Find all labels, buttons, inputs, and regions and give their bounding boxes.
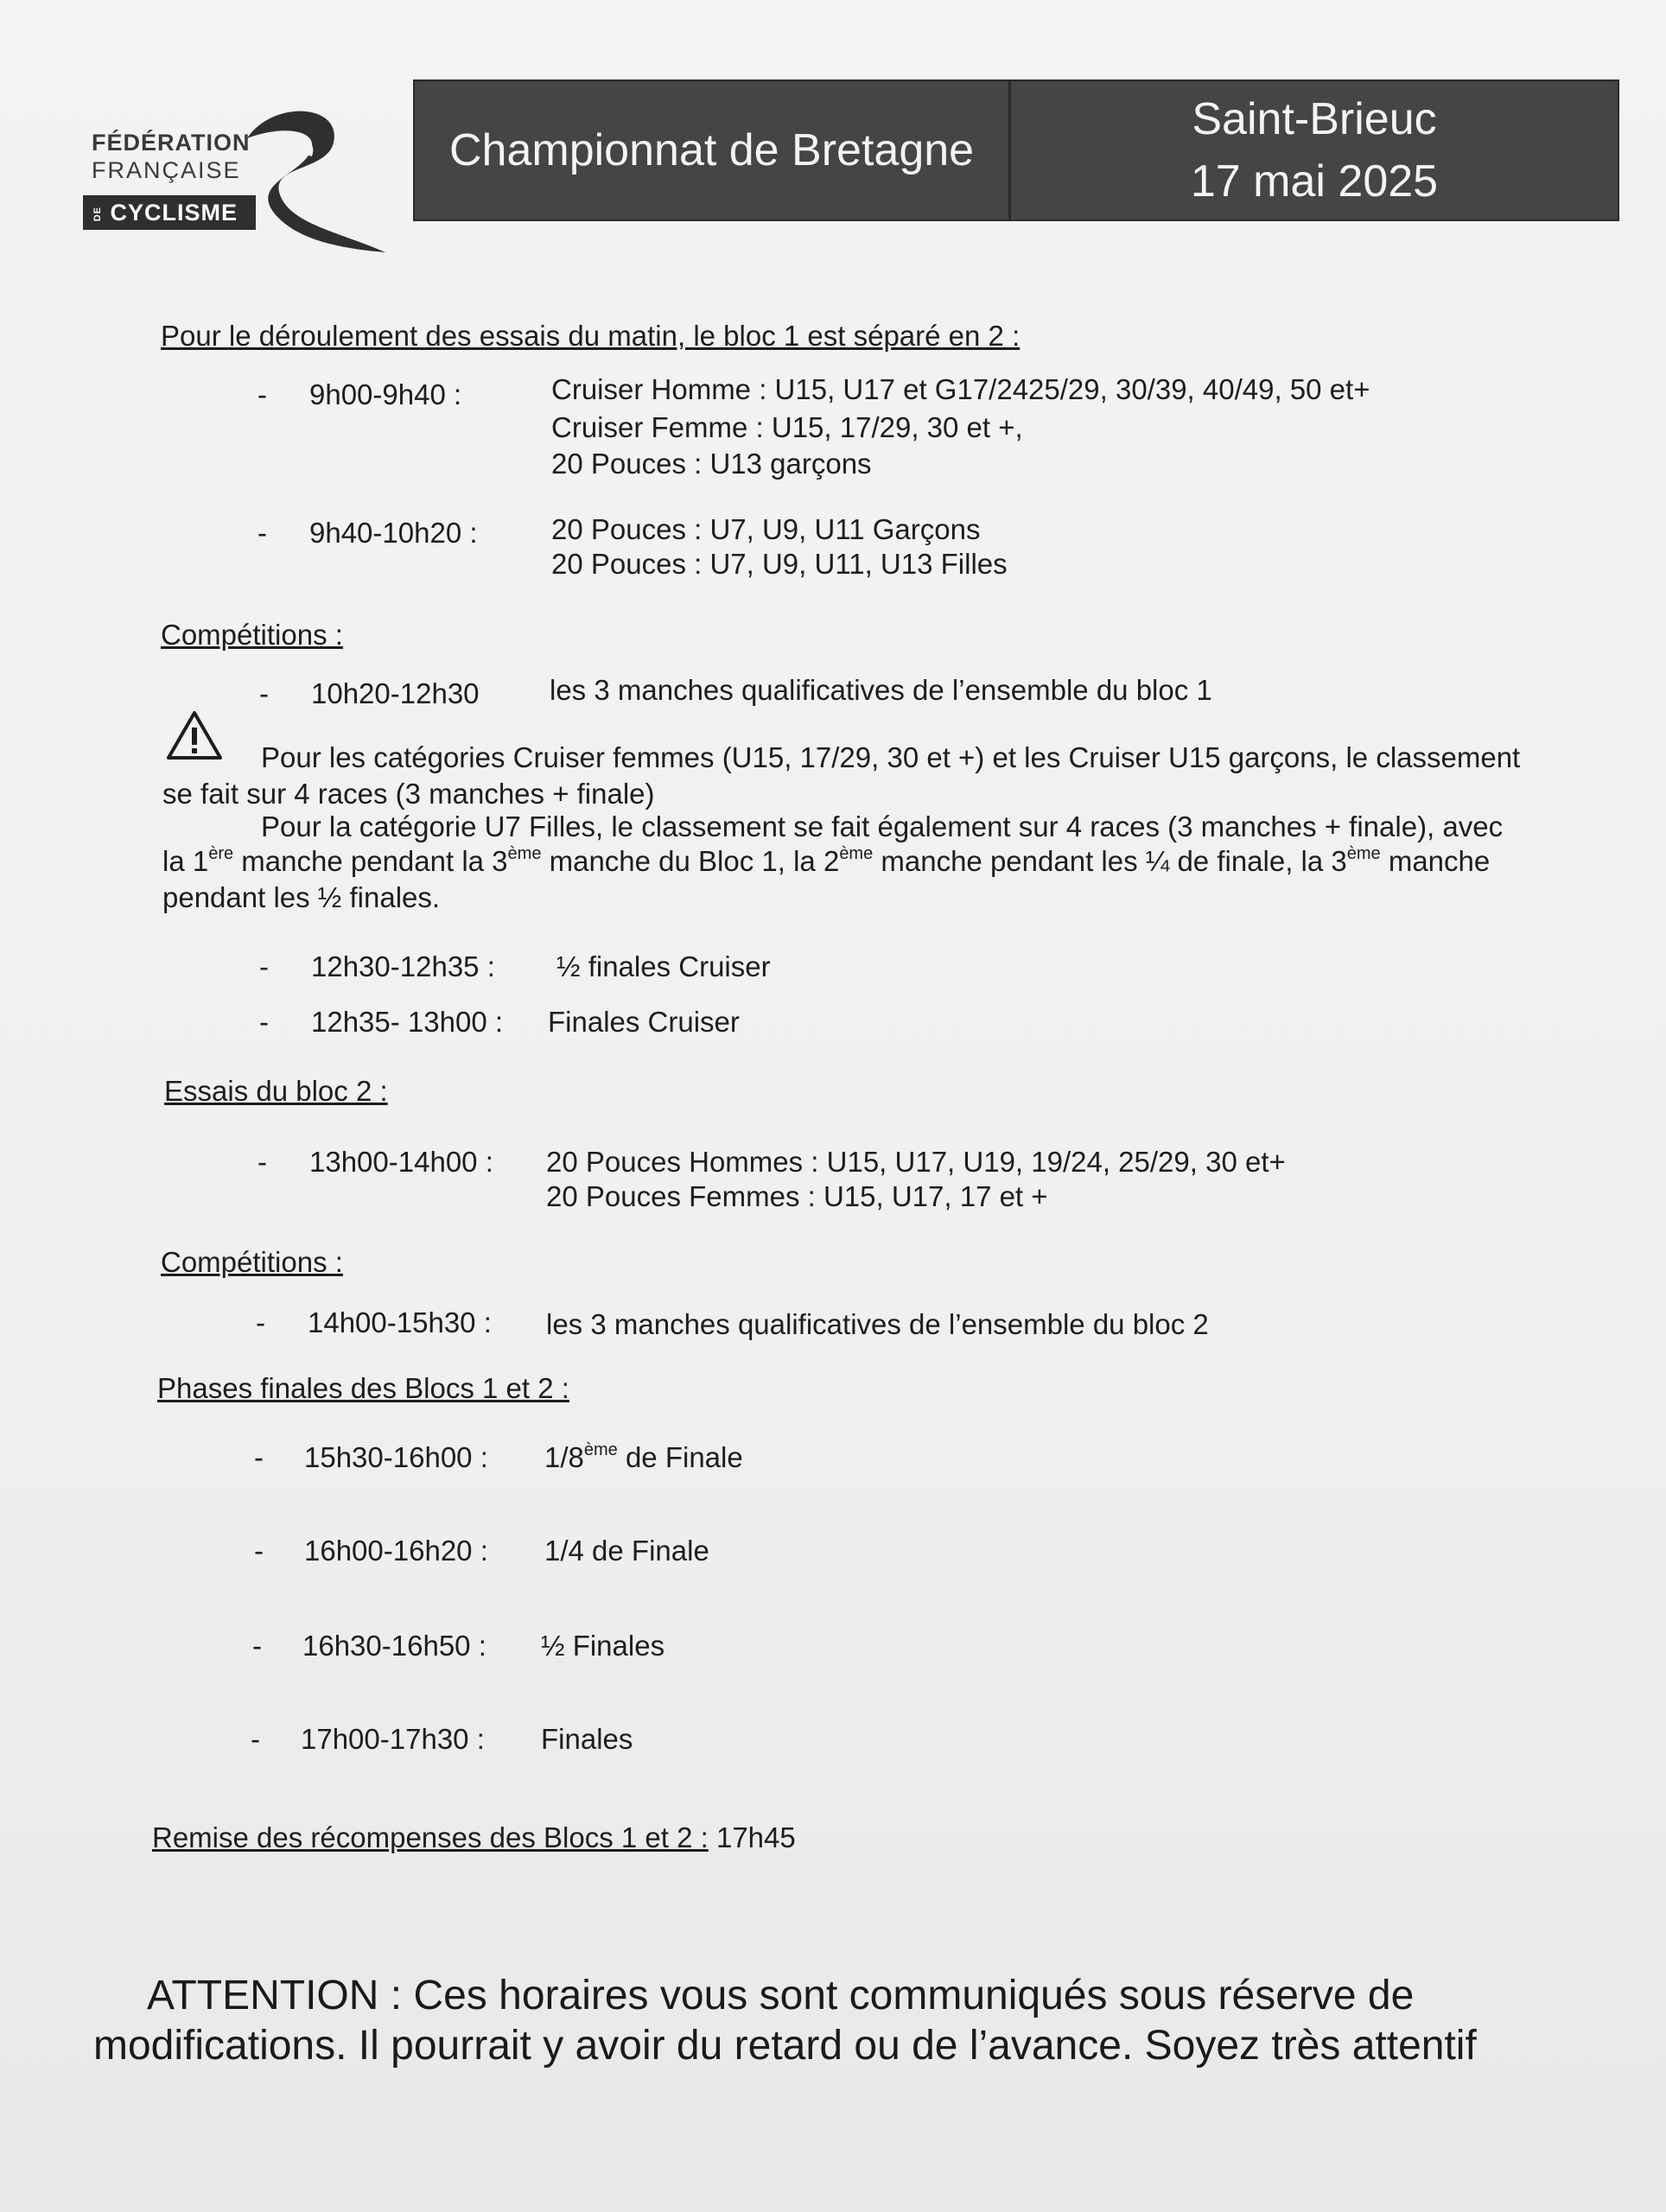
logo-prefix: DE [92,207,103,222]
competitions-time-1: 10h20-12h30 [311,677,480,709]
ffc-logo [83,104,394,259]
morning-line-2: Cruiser Femme : U15, 17/29, 30 et +, [551,411,1023,443]
warning-text-part: manche pendant la 3 [233,845,508,877]
warning-p2-line1: Pour la catégorie U7 Filles, le classement se fait également sur 4 races (3 manches + finale), avec [261,810,1504,842]
cruiser-time-1: 12h30-12h35 : [311,950,495,982]
morning-time-2: 9h40-10h20 : [309,517,478,549]
list-dash: - [254,1535,264,1567]
header-date: 17 mai 2025 [1190,156,1439,207]
list-dash: - [252,1630,262,1662]
finals-time-2: 16h00-16h20 : [304,1535,488,1567]
superscript: ème [507,844,542,863]
attention-line-2: modifications. Il pourrait y avoir du retard ou de l’avance. Soyez très attentif [93,2023,1477,2069]
awards-time: 17h45 [708,1821,796,1853]
morning-line-4: 20 Pouces : U7, U9, U11 Garçons [551,513,981,545]
list-dash: - [258,378,267,410]
morning-line-3: 20 Pouces : U13 garçons [551,448,872,480]
competitions-heading-2: Compétitions : [161,1246,343,1278]
superscript: ème [583,1440,618,1459]
morning-line-5: 20 Pouces : U7, U9, U11, U13 Filles [551,548,1008,580]
superscript: ère [208,844,234,863]
intro-heading: Pour le déroulement des essais du matin, le bloc 1 est séparé en 2 : [161,320,1021,352]
list-dash: - [259,1006,269,1038]
competitions-text-2: les 3 manches qualificatives de l’ensemble du bloc 2 [546,1308,1209,1340]
superscript: ème [1346,844,1381,863]
finals-heading: Phases finales des Blocs 1 et 2 : [157,1372,569,1404]
logo-line-3 [83,195,256,230]
warning-p1-line1: Pour les catégories Cruiser femmes (U15, 17/29, 30 et +) et les Cruiser U15 garçons, le classement [261,741,1521,773]
superscript: ème [839,844,874,863]
list-dash: - [254,1441,264,1473]
list-dash: - [251,1723,260,1755]
header-location-date [1011,81,1618,219]
bloc2-line-1: 20 Pouces Hommes : U15, U17, U19, 19/24, 25/29, 30 et+ [546,1146,1286,1178]
warning-triangle-icon [166,710,223,760]
cruiser-text-2: Finales Cruiser [548,1006,740,1038]
warning-p1-line2: se fait sur 4 races (3 manches + finale) [162,778,655,810]
logo-line-1: FÉDÉRATION [92,130,251,156]
bloc2-heading: Essais du bloc 2 : [164,1075,388,1107]
finals-text-part: 1/8 [544,1441,584,1473]
competitions-text-1: les 3 manches qualificatives de l’ensemble du bloc 1 [550,674,1212,706]
finals-text-part: de Finale [617,1441,743,1473]
morning-time-1: 9h00-9h40 : [309,378,462,410]
warning-text-part: la 1 [162,845,209,877]
finals-text-1 [544,1441,743,1474]
warning-p2-line3: pendant les ½ finales. [162,881,441,913]
list-dash: - [256,1306,265,1338]
warning-text-part: manche [1380,845,1491,877]
finals-text-2: 1/4 de Finale [544,1535,709,1567]
header-banner [413,79,1619,221]
cruiser-time-2: 12h35- 13h00 : [311,1006,504,1038]
list-dash: - [259,950,269,982]
finals-time-4: 17h00-17h30 : [301,1723,485,1755]
cruiser-text-1: ½ finales Cruiser [556,950,771,982]
competitions-heading-1: Compétitions : [161,619,343,651]
awards-line [152,1821,796,1854]
morning-line-1: Cruiser Homme : U15, U17 et G17/2425/29, 30/39, 40/49, 50 et+ [551,373,1370,405]
warning-text-part: manche pendant les ¼ de finale, la 3 [873,845,1347,877]
logo-line-3-text: CYCLISME [110,200,238,226]
finals-time-3: 16h30-16h50 : [302,1630,486,1662]
finals-text-4: Finales [541,1723,633,1755]
warning-text-part: manche du Bloc 1, la 2 [541,845,840,877]
list-dash: - [258,517,267,549]
awards-label: Remise des récompenses des Blocs 1 et 2 : [152,1821,709,1853]
logo-line-2: FRANÇAISE [92,157,241,183]
header-title: Championnat de Bretagne [415,81,1011,219]
warning-p2-line2 [162,845,1490,878]
finals-text-3: ½ Finales [541,1630,665,1662]
attention-line-1: ATTENTION : Ces horaires vous sont communiqués sous réserve de [147,1973,1415,2018]
list-dash: - [259,677,269,709]
bloc2-time: 13h00-14h00 : [309,1146,493,1178]
bloc2-line-2: 20 Pouces Femmes : U15, U17, 17 et + [546,1180,1048,1212]
competitions-time-2: 14h00-15h30 : [308,1306,492,1338]
finals-time-1: 15h30-16h00 : [304,1441,488,1473]
list-dash: - [258,1146,267,1178]
header-location: Saint-Brieuc [1192,94,1437,144]
